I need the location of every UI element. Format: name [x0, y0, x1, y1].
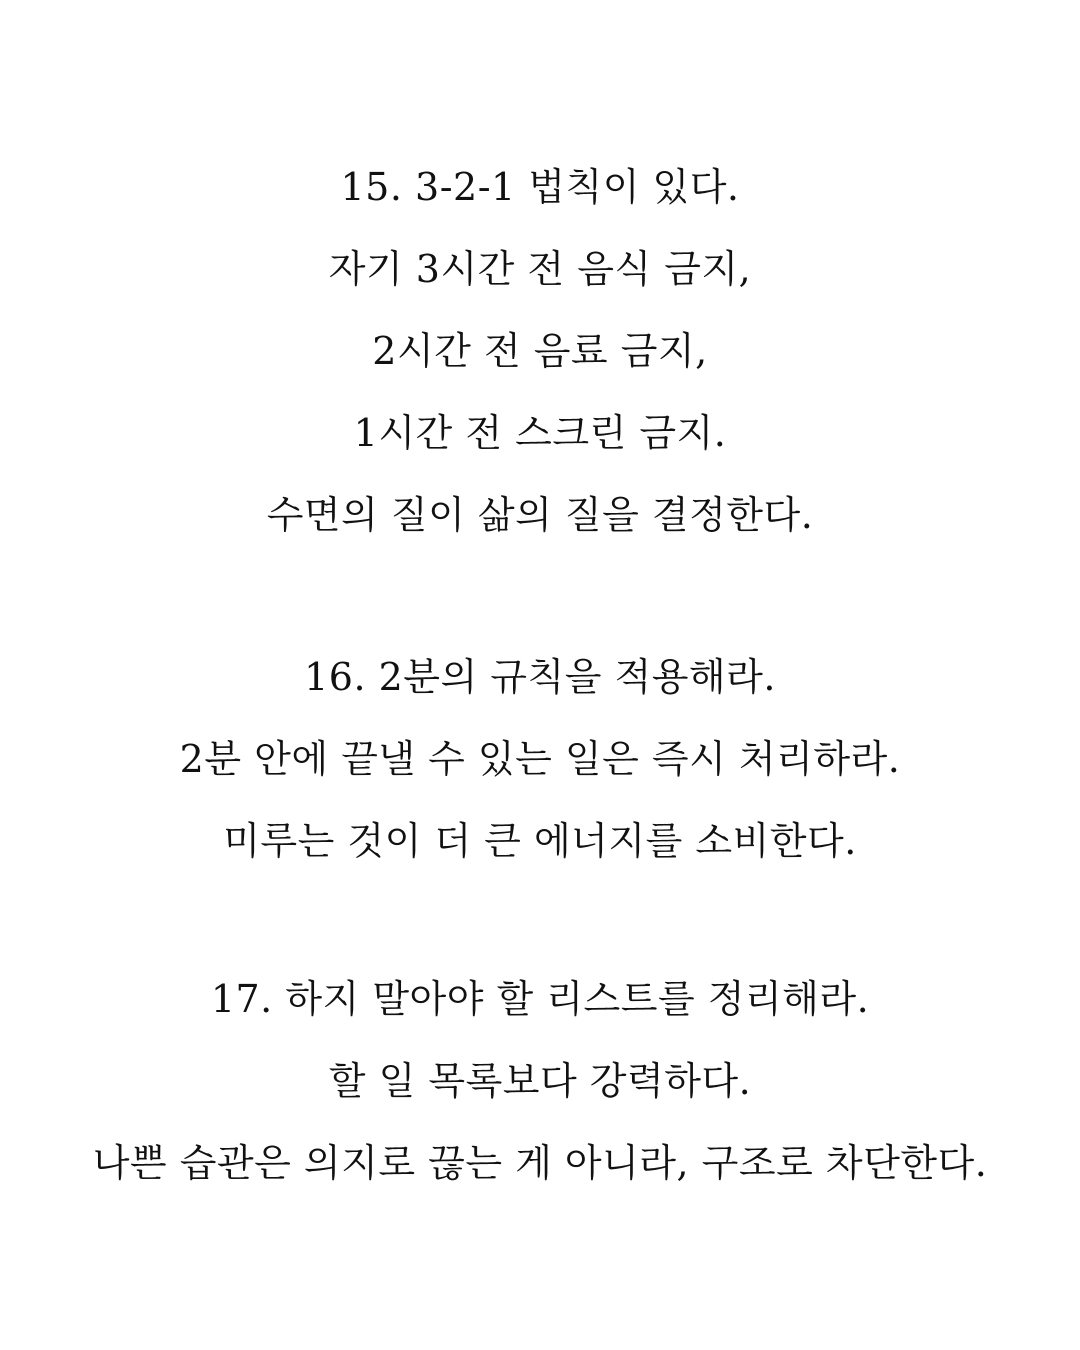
body-line: 자기 3시간 전 음식 금지, [328, 247, 752, 291]
section-heading: 15. 3-2-1 법칙이 있다. [340, 165, 740, 209]
section-15 [0, 146, 1080, 556]
body-line: 2시간 전 음료 금지, [372, 329, 708, 373]
section-heading: 17. 하지 말아야 할 리스트를 정리해라. [210, 977, 870, 1021]
body-line: 미루는 것이 더 큰 에너지를 소비한다. [223, 819, 857, 863]
section-heading: 16. 2분의 규칙을 적용해라. [304, 655, 776, 699]
body-line: 1시간 전 스크린 금지. [353, 411, 727, 455]
section-16 [0, 636, 1080, 882]
section-17 [0, 958, 1080, 1204]
body-line: 2분 안에 끝낼 수 있는 일은 즉시 처리하라. [179, 737, 901, 781]
body-line: 할 일 목록보다 강력하다. [328, 1059, 752, 1103]
body-line: 수면의 질이 삶의 질을 결정한다. [266, 493, 814, 537]
body-line: 나쁜 습관은 의지로 끊는 게 아니라, 구조로 차단한다. [92, 1141, 988, 1185]
